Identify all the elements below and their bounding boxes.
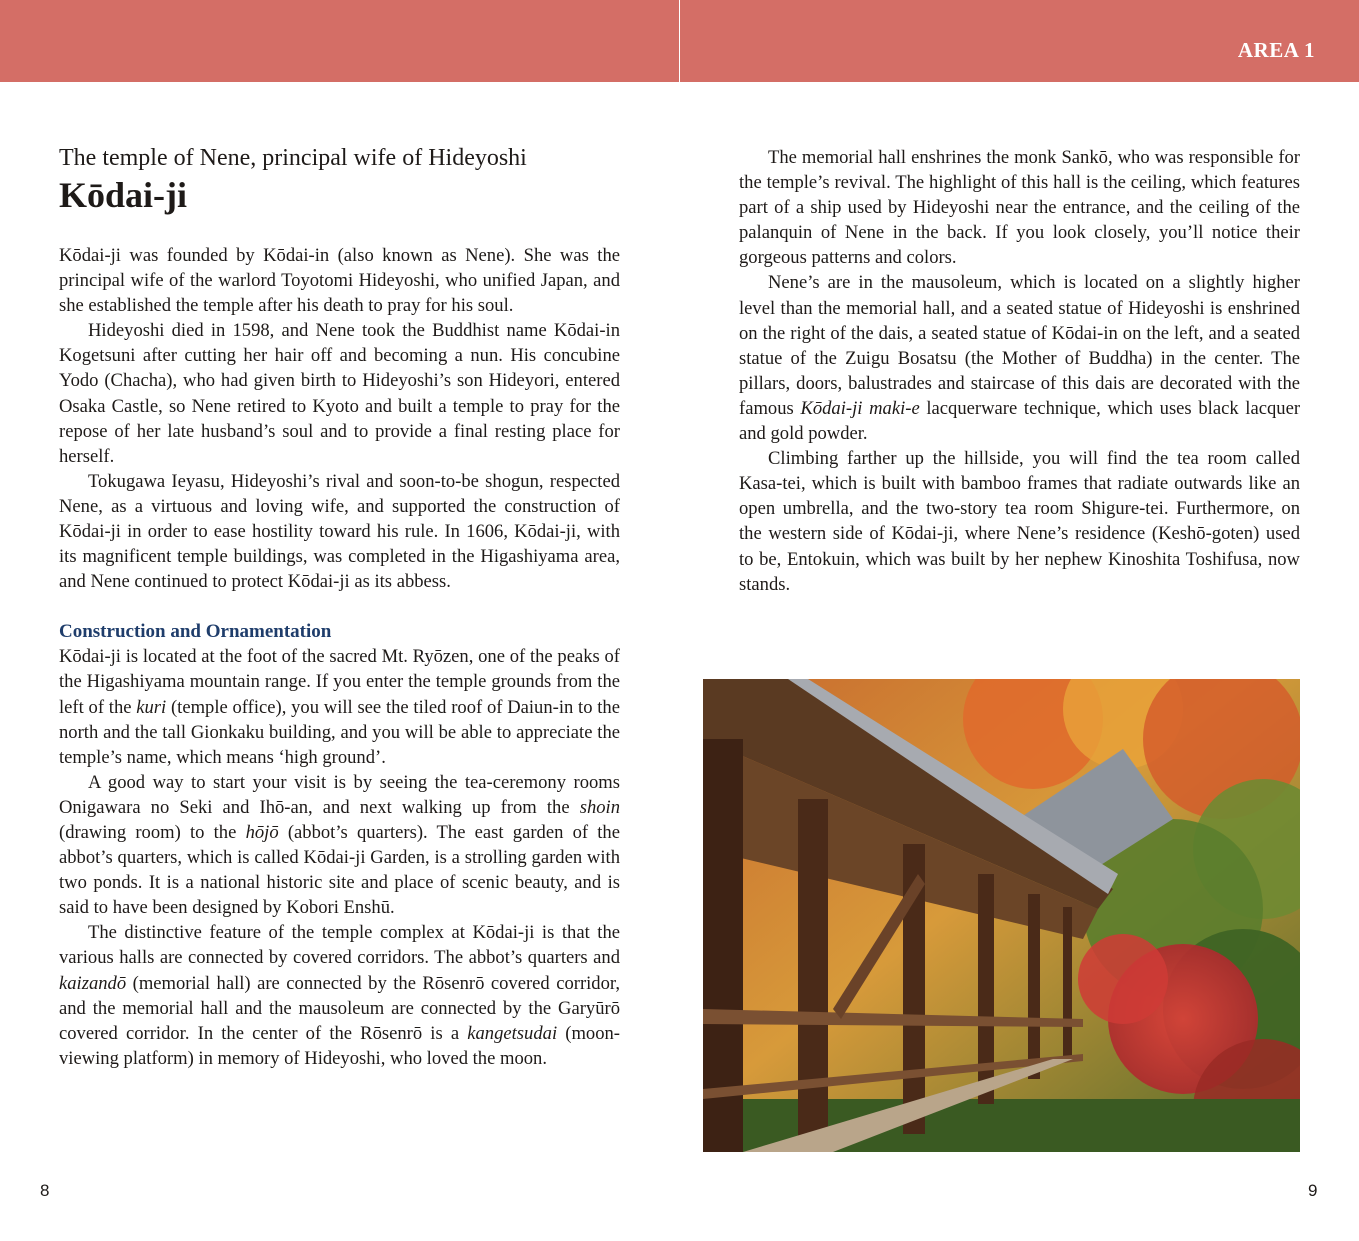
right-column <box>739 145 1300 597</box>
text-run: A good way to start your visit is by seeing the tea-ceremony rooms Onigawara no Seki and Ihō-an, and next walking up from the <box>59 771 620 818</box>
body-paragraph <box>739 270 1300 446</box>
section-heading: Construction and Ornamentation <box>59 621 332 643</box>
italic-term: hōjō <box>245 821 279 843</box>
italic-term: kuri <box>136 696 167 718</box>
body-paragraph: The memorial hall enshrines the monk Sankō, who was responsible for the temple’s revival. The highlight of this hall is the ceiling, which features part of a ship used by Hideyoshi near the entrance, and the ceiling of the palanquin of Nene in the back. If you look closely, you’ll notice their gorgeous patterns and colors. <box>739 147 1300 269</box>
italic-term: Kōdai-ji maki-e <box>800 397 920 419</box>
left-column <box>59 143 620 1071</box>
text-run: (moon-viewing platform) in memory of Hideyoshi, who loved the moon. <box>59 1022 620 1069</box>
intro-paragraph: Kōdai-ji was founded by Kōdai-in (also known as Nene). She was the principal wife of the warlord Toyotomi Hideyoshi, who unified Japan, and she established the temple after his death to pray for his soul. <box>59 245 620 317</box>
intro-paragraph: Tokugawa Ieyasu, Hideyoshi’s rival and soon-to-be shogun, respected Nene, as a virtuous and loving wife, and supported the construction of Kōdai-ji in order to ease hostility toward his rule. In 1606, Kōdai-ji, with its magnificent temple buildings, was completed in the Higashiyama area, and Nene continued to protect Kōdai-ji as its abbess. <box>59 470 620 593</box>
italic-term: kangetsudai <box>467 1022 558 1044</box>
text-run: lacquerware technique, which uses black lacquer and gold powder. <box>739 397 1301 445</box>
temple-corridor-photo <box>703 679 1300 1152</box>
text-run: Nene’s are in the mausoleum, which is located on a slightly higher level than the memorial hall, and a seated statue of Hideyoshi is enshrined on the right of the dais, a seated statue of Kōdai-in on the left, and a seated statue of the Zuigu Bosatsu (the Mother of Buddha) in the center. The pillars, doors, balustrades and staircase of this dais are decorated with the famous <box>739 272 1300 419</box>
section-paragraph <box>59 644 620 769</box>
text-run: Kōdai-ji is located at the foot of the sacred Mt. Ryōzen, one of the peaks of the Higashiyama mountain range. If you enter the temple grounds from the left of the <box>59 646 620 718</box>
area-label: AREA 1 <box>1237 38 1315 62</box>
text-run: (abbot’s quarters). The east garden of the abbot’s quarters, which is called Kōdai-ji Garden, is a strolling garden with two ponds. It is a national historic site and place of scenic beauty, and is said to have been designed by Kobori Enshū. <box>59 821 620 919</box>
italic-term: shoin <box>579 796 620 818</box>
text-run: (memorial hall) are connected by the Rōsenrō covered corridor, and the memorial hall and the mausoleum are connected by the Garyūrō covered corridor. In the center of the Rōsenrō is a <box>59 972 620 1044</box>
page-number-left: 8 <box>40 1181 50 1200</box>
text-run: The distinctive feature of the temple complex at Kōdai-ji is that the various halls are connected by covered corridors. The abbot’s quarters and <box>59 922 620 969</box>
page-title: Kōdai-ji <box>59 175 188 215</box>
page-subtitle: The temple of Nene, principal wife of Hideyoshi <box>59 145 527 171</box>
italic-term: kaizandō <box>59 972 127 994</box>
section-paragraph <box>59 920 620 1071</box>
text-run: (drawing room) to the <box>59 821 246 843</box>
page-number-right: 9 <box>1308 1181 1318 1200</box>
photo-illustration <box>703 679 1300 1152</box>
body-paragraph: Climbing farther up the hillside, you will find the tea room called Kasa-tei, which is built with bamboo frames that radiate outwards like an open umbrella, and the two-story tea room Shigure-tei. Furthermore, on the western side of Kōdai-ji, where Nene’s residence (Keshō-goten) used to be, Entokuin, which was built by her nephew Kinoshita Toshifusa, now stands. <box>739 448 1300 595</box>
section-paragraph <box>59 770 620 921</box>
text-run: (temple office), you will see the tiled roof of Daiun-in to the north and the tall Gionkaku building, and you will be able to appreciate the temple’s name, which means ‘high ground’. <box>59 696 620 768</box>
header-band-left <box>0 0 679 82</box>
intro-paragraph: Hideyoshi died in 1598, and Nene took the Buddhist name Kōdai-in Kogetsuni after cutting her hair off and becoming a nun. His concubine Yodo (Chacha), who had given birth to Hideyoshi’s son Hideyori, entered Osaka Castle, so Nene retired to Kyoto and built a temple to pray for the repose of her late husband’s soul and to provide a final resting place for herself. <box>59 320 620 467</box>
